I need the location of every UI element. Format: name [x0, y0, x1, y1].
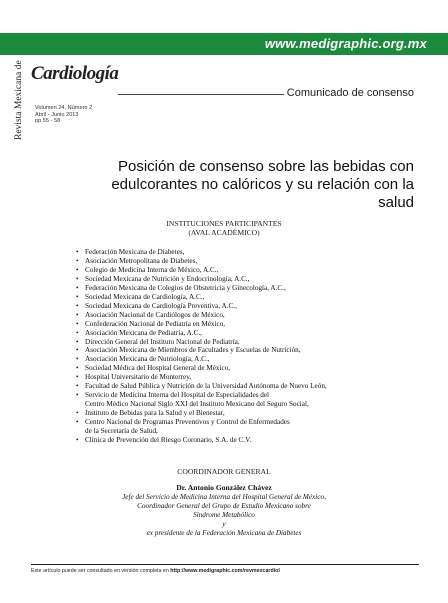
site-url-link[interactable]: www.medigraphic.org.mx: [264, 36, 427, 51]
issue-pages: pp 55 - 58: [35, 118, 61, 125]
footer-note: [31, 568, 280, 574]
institution-item: Centro Médico Nacional Siglo XXI del Instituto Mexicano del Seguro Social,: [85, 400, 309, 409]
institution-item: • Clínica de Prevención del Riesgo Coronario, S.A. de C.V.: [76, 436, 327, 445]
coordinator-desc-line: Jefe del Servicio de Medicina Interna del Hospital General de México,: [122, 493, 326, 501]
institution-item: • Dirección General del Instituto Nacional de Pediatría,: [76, 338, 327, 347]
institutions-heading-line-1: INSTITUCIONES PARTICIPANTES: [166, 219, 282, 228]
coordinator-desc-line: y: [222, 519, 226, 528]
header-divider: [118, 94, 284, 95]
institution-item: • Sociedad Médica del Hospital General de México,: [76, 364, 327, 373]
institution-item: • Servicio de Medicina Interna del Hospital de Especialidades del: [76, 391, 327, 400]
institution-item: de la Secretaría de Salud,: [85, 427, 158, 436]
institution-item: • Centro Nacional de Programas Preventivos y Control de Enfermedades: [76, 418, 327, 427]
journal-vertical-text: Revista Mexicana de: [14, 60, 24, 140]
institutions-heading: [0, 219, 448, 237]
institution-item: • Facultad de Salud Pública y Nutrición de la Universidad Autónoma de Nuevo León,: [76, 382, 327, 391]
institution-item: • Hospital Universitario de Monterrey,: [76, 373, 327, 382]
footer-prefix: Este artículo puede ser consultado en versión completa en: [31, 568, 171, 574]
institutions-list: [76, 248, 327, 445]
institution-item: • Federación Mexicana de Diabetes,: [76, 248, 327, 257]
coordinator-desc-line: ex presidente de la Federación Mexicana de Diabetes: [146, 528, 302, 537]
title-line-2: edulcorantes no calóricos y su relación con la salud: [111, 176, 414, 211]
institution-item: • Asociación Nacional de Cardiólogos de México,: [76, 311, 327, 320]
institution-item: • Sociedad Mexicana de Nutrición y Endocrinología, A.C.,: [76, 275, 327, 284]
institution-item: • Asociación Metropolitana de Diabetes,: [76, 257, 327, 266]
article-title: [84, 158, 414, 212]
institution-item: • Asociación Mexicana de Nutriología, A.C.,: [76, 355, 327, 364]
coordinator-description: [0, 493, 448, 538]
institution-item: • Instituto de Bebidas para la Salud y el Bienestar,: [76, 409, 327, 418]
journal-logo-vertical: [14, 60, 30, 140]
institution-item: • Asociación Mexicana de Miembros de Facultades y Escuelas de Nutrición,: [76, 346, 327, 355]
title-line-1: Posición de consenso sobre las bebidas con: [117, 158, 414, 175]
institutions-heading-line-2: (AVAL ACADÉMICO): [188, 228, 260, 237]
institution-item: • Colegio de Medicina Interna de México, A.C.,: [76, 266, 327, 275]
coordinator-name: Dr. Antonio González Chávez: [176, 483, 272, 492]
institution-item: • Sociedad Mexicana de Cardiología, A.C.,: [76, 293, 327, 302]
footer-divider: [31, 564, 419, 565]
site-banner: [0, 33, 448, 55]
institution-item: • Federación Mexicana de Colegios de Obstetricia y Ginecología, A.C.,: [76, 284, 327, 293]
institution-item: • Asociación Mexicana de Pediatría, A.C.,: [76, 329, 327, 338]
footer-link[interactable]: http://www.medigraphic.com/revmexcardiol: [170, 568, 280, 574]
issue-volume: Volumen 24, Número 2: [35, 105, 93, 111]
coordinator-desc-line: Coordinador General del Grupo de Estudio Mexicano sobre: [137, 501, 311, 510]
issue-info: [35, 105, 92, 125]
coordinator-desc-line: Síndrome Metabólico: [193, 510, 255, 519]
issue-date: Abril - Junio 2013: [35, 111, 79, 118]
institution-item: • Confederación Nacional de Pediatría en México,: [76, 320, 327, 329]
journal-logo: Cardiología: [31, 63, 119, 84]
section-label: Comunicado de consenso: [286, 87, 414, 99]
coordinator-heading: COORDINADOR GENERAL: [177, 467, 271, 476]
institution-item: • Sociedad Mexicana de Cardiología Preventiva, A.C.,: [76, 302, 327, 311]
